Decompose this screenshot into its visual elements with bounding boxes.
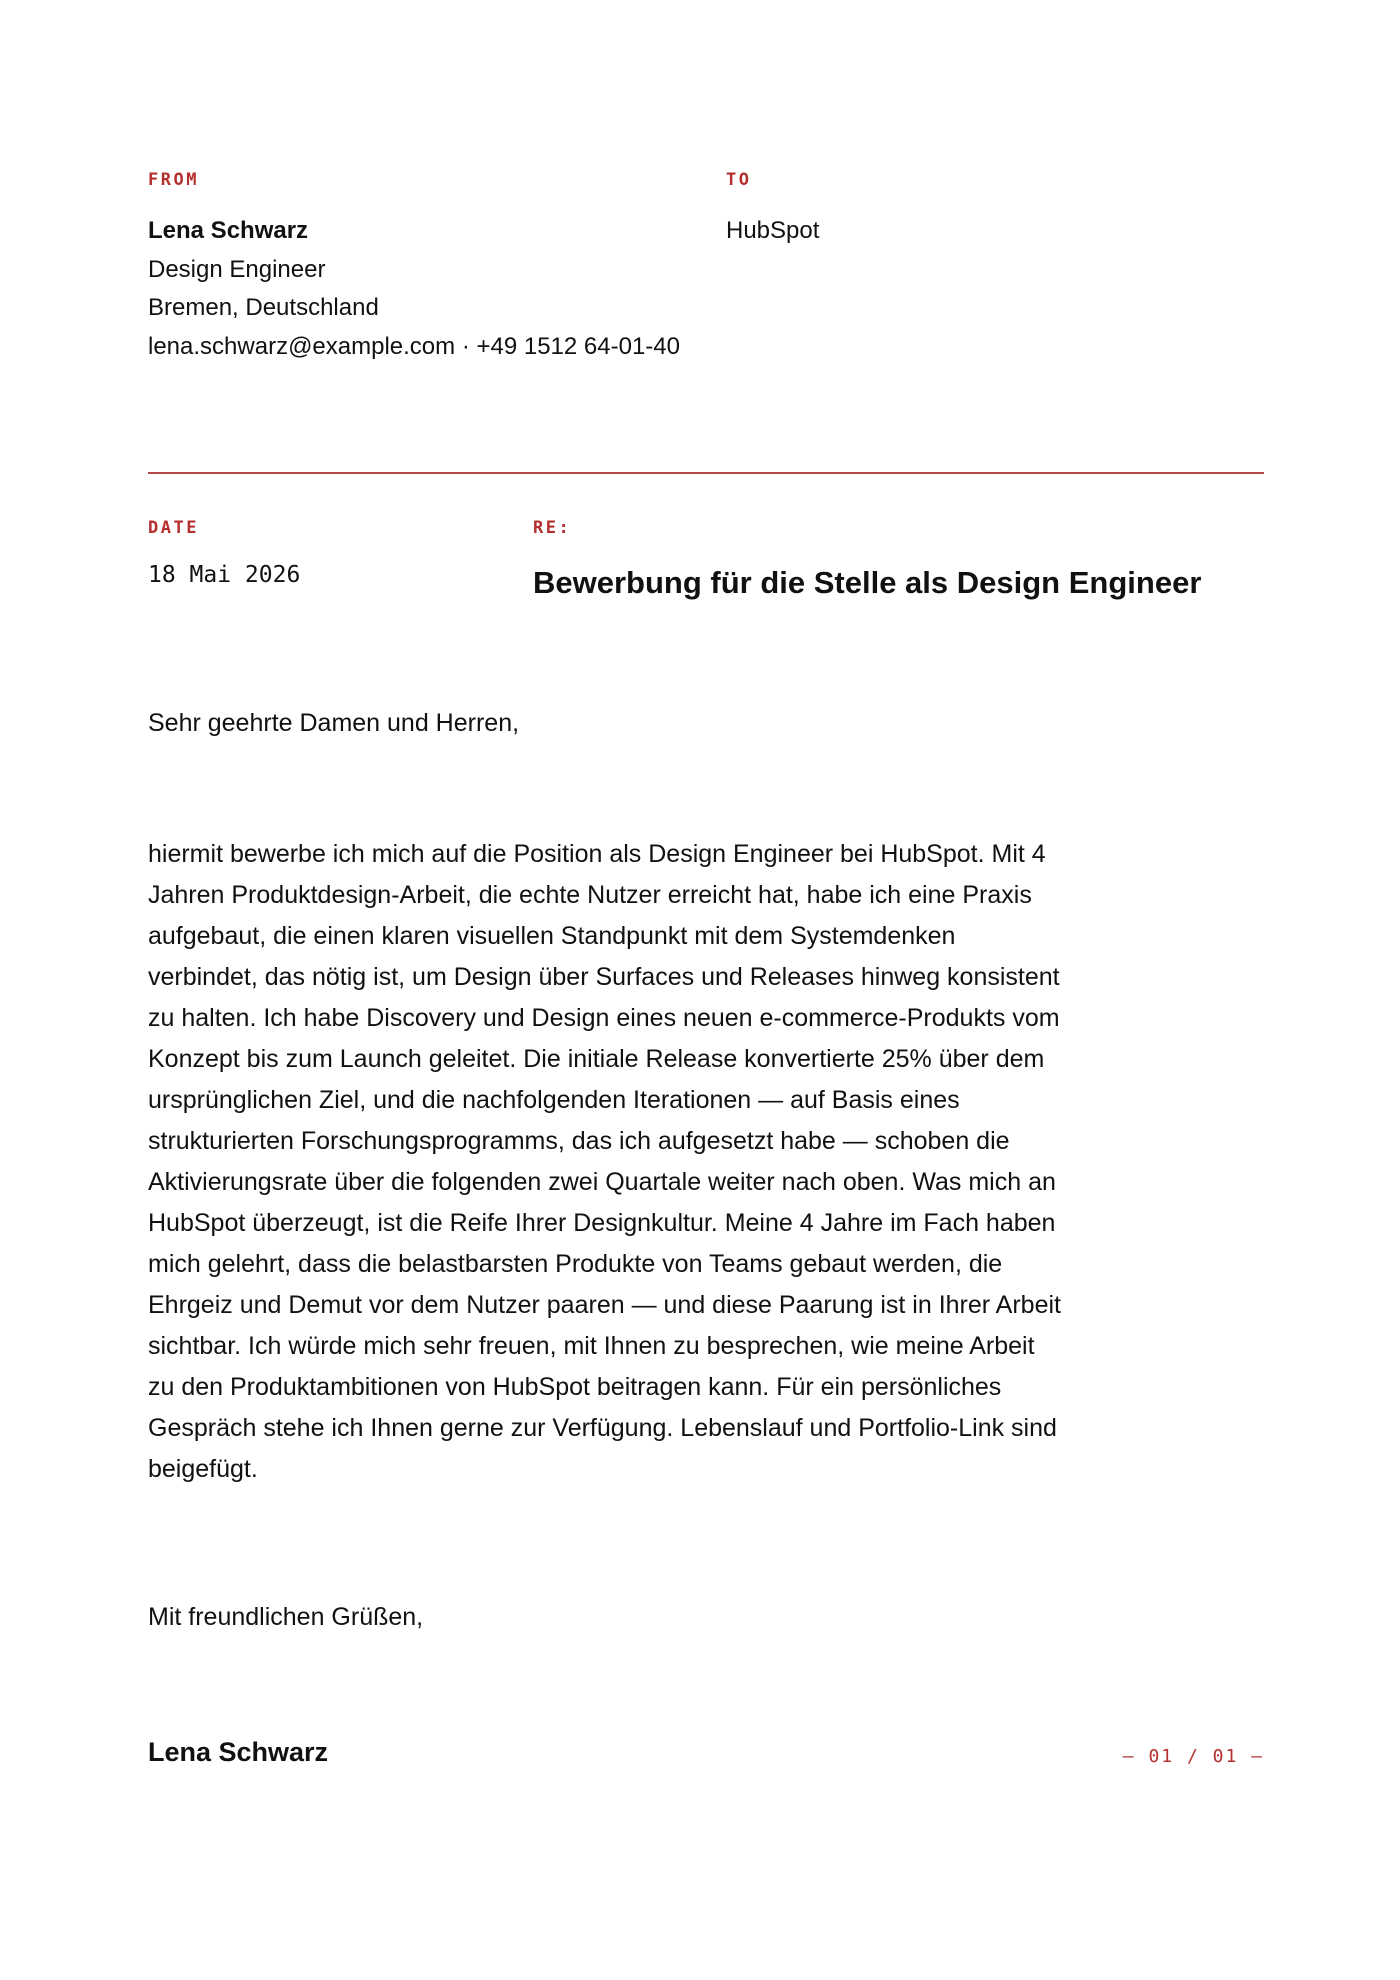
letter-body: hiermit bewerbe ich mich auf die Position als Design Engineer bei HubSpot. Mit 4 Jahren Produktdesign-Arbeit, die echte Nutzer erreicht hat, habe ich eine Praxis aufgebaut, die einen klaren visuellen Standpunkt mit dem Systemdenken verbindet, das nötig ist, um Design über Surfaces und Releases hinweg konsistent zu halten. Ich habe Discovery und Design eines neuen e-commerce-Produkts vom Konzept bis zum Launch geleitet. Die initiale Release konvertierte 25% über dem ursprünglichen Ziel, und die nachfolgenden Iterationen — auf Basis eines strukturierten Forschungsprogramms, das ich aufgesetzt habe — schoben die Aktivierungsrate über die folgenden zwei Quartale weiter nach oben. Was mich an HubSpot überzeugt, ist die Reife Ihrer Designkultur. Meine 4 Jahre im Fach haben mich gelehrt, dass die belastbarsten Produkte von Teams gebaut werden, die Ehrgeiz und Demut vor dem Nutzer paaren — und diese Paarung ist in Ihrer Arbeit sichtbar. Ich würde mich sehr freuen, mit Ihnen zu besprechen, wie meine Arbeit zu den Produktambitionen von HubSpot beitragen kann. Für ein persönliches Gespräch stehe ich Ihnen gerne zur Verfügung. Lebenslauf und Portfolio-Link sind beigefügt. <box>148 840 1061 1483</box>
from-label: FROM <box>148 170 199 190</box>
signature: Lena Schwarz <box>148 1737 329 1767</box>
sender-block <box>148 212 688 366</box>
page-number: — 01 / 01 — <box>1122 1746 1264 1767</box>
sender-contact: lena.schwarz@example.com · +49 1512 64-01-40 <box>148 332 680 360</box>
closing: Mit freundlichen Grüßen, <box>148 1603 424 1631</box>
header-divider <box>148 472 1264 474</box>
subject-label: RE: <box>533 518 572 538</box>
date-label: DATE <box>148 518 199 538</box>
subject-line: Bewerbung für die Stelle als Design Engineer <box>533 565 1202 600</box>
recipient-block <box>726 212 1226 251</box>
sender-location: Bremen, Deutschland <box>148 294 379 321</box>
letter-date: 18 Mai 2026 <box>148 562 301 588</box>
salutation: Sehr geehrte Damen und Herren, <box>148 709 520 737</box>
sender-title: Design Engineer <box>148 255 326 283</box>
recipient-company: HubSpot <box>726 217 820 244</box>
sender-name: Lena Schwarz <box>148 217 309 244</box>
to-label: TO <box>726 170 752 190</box>
